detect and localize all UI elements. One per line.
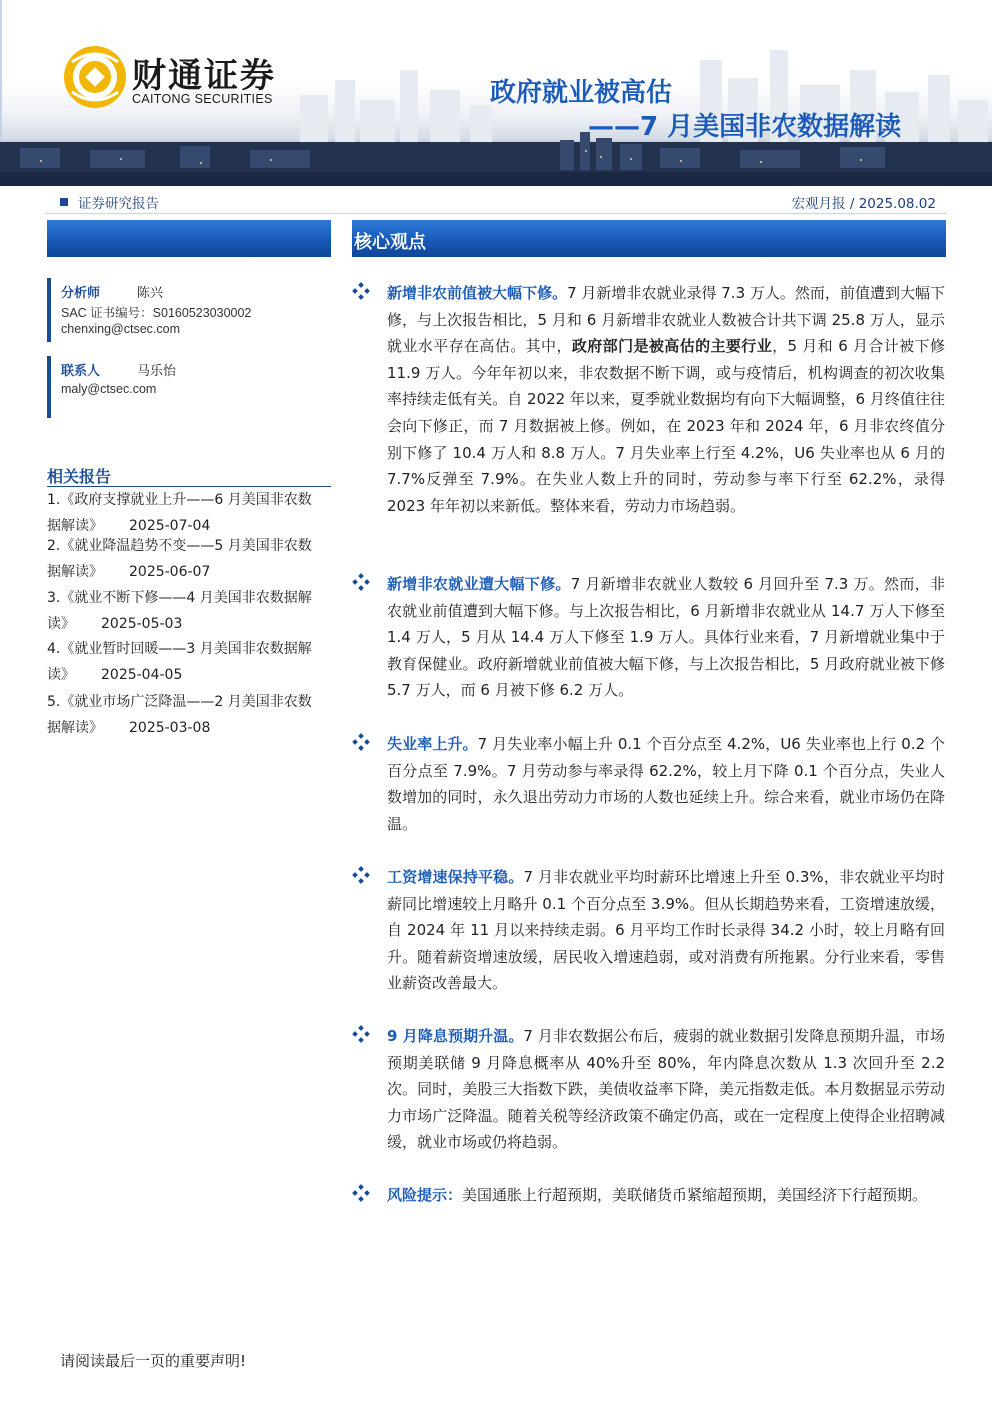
core-point-heading: 工资增速保持平稳。: [387, 868, 524, 886]
contact-card: [47, 356, 331, 418]
left-section-bar: [47, 220, 331, 257]
report-category-date: 宏观月报 / 2025.08.02: [791, 196, 936, 212]
related-report-date: 2025-03-08: [129, 720, 211, 736]
related-report-title: 5.《就业市场广泛降温——2 月美国非农数: [47, 694, 312, 710]
header-banner: [0, 0, 992, 186]
square-bullet-icon: [60, 198, 68, 206]
diamond-bullet-icon: [352, 866, 370, 884]
report-type-text: 证券研究报告: [78, 196, 159, 212]
related-report-date: 2025-05-03: [101, 616, 183, 632]
related-report-title-cont: 读》: [47, 667, 75, 683]
related-report-item[interactable]: [47, 636, 337, 688]
core-point-emphasis: 政府部门是被高估的主要行业: [571, 337, 773, 356]
related-report-title-cont: 据解读》: [47, 518, 103, 534]
risk-warning-heading: 风险提示：: [387, 1186, 463, 1204]
related-report-title: 4.《就业暂时回暖——3 月美国非农数据解: [47, 641, 312, 657]
related-report-title-cont: 读》: [47, 616, 75, 632]
contact-name: 马乐怡: [137, 364, 177, 379]
logo-chinese-name: 财通证券: [132, 56, 276, 96]
related-report-title-cont: 据解读》: [47, 720, 103, 736]
core-point-heading: 失业率上升。: [387, 735, 478, 753]
contact-label: 联系人: [61, 364, 101, 379]
related-reports-heading: 相关报告: [47, 467, 112, 486]
core-point-body-cont: ，5 月和 6 月合计被下修 11.9 万人。今年年初以来，非农数据不断下调，或与疫情后，机构调查的初次收集率持续走低有关。自 2022 年以来，夏季就业数据均有向下大幅调整，6 月终值往往会向下修正，而 7 月数据被上修。例如，在 2023 年和 2024 年，6 月非农终值分别下修了 10.4 万人和 8.8 万人。7 月失业率上行至 4.2%，U6 失业率也从 6 月的 7.7%反弹至 7.9%。在失业人数上升的同时，劳动参与率下行至 62.2%，录得 2023 年年初以来新低。整体来看，劳动力市场趋弱。: [387, 337, 945, 515]
diamond-bullet-icon: [352, 573, 370, 591]
analyst-accent-bar: [47, 278, 51, 342]
risk-warning-text: [387, 1182, 945, 1209]
related-report-date: 2025-06-07: [129, 564, 211, 580]
analyst-cert: SAC 证书编号：S0160523030002: [61, 306, 252, 320]
core-point-text: [387, 571, 945, 704]
core-view-heading: 核心观点: [354, 232, 426, 253]
contact-name-row: [61, 360, 176, 379]
report-title: 政府就业被高估: [490, 78, 673, 108]
report-type-label: [60, 192, 159, 212]
core-point-heading: 新增非农就业遭大幅下修。: [387, 575, 571, 593]
related-report-date: 2025-04-05: [101, 667, 183, 683]
company-logo: [62, 44, 302, 110]
core-point-heading: 9 月降息预期升温。: [387, 1027, 524, 1045]
left-accent-line: [0, 0, 2, 140]
analyst-card: [47, 278, 331, 342]
disclaimer-notice: 请阅读最后一页的重要声明!: [60, 1352, 247, 1370]
analyst-name-row: [61, 282, 163, 301]
core-point-body: 7 月非农就业平均时薪环比增速上升至 0.3%，非农就业平均时薪同比增速较上月略升 0.1 个百分点至 3.9%。但从长期趋势来看，工资增速放缓，自 2024 年 11 月以来持续走弱。6 月平均工作时长录得 34.2 小时，较上月略有回升。随着薪资增速放缓，居民收入增速趋弱，或对消费有所拖累。分行业来看，零售业薪资改善最大。: [387, 868, 945, 993]
core-point-heading: 新增非农前值被大幅下修。: [387, 284, 568, 302]
core-section-bar: [352, 220, 946, 257]
related-report-title-cont: 据解读》: [47, 564, 103, 580]
analyst-label: 分析师: [61, 286, 101, 301]
diamond-bullet-icon: [352, 282, 370, 300]
related-report-item[interactable]: [47, 689, 337, 741]
risk-warning-body: 美国通胀上行超预期，美联储货币紧缩超预期，美国经济下行超预期。: [462, 1186, 928, 1204]
coin-logo-icon: [62, 44, 128, 110]
analyst-name: 陈兴: [137, 286, 164, 301]
diamond-bullet-icon: [352, 733, 370, 751]
analyst-email[interactable]: chenxing@ctsec.com: [61, 322, 180, 336]
related-report-date: 2025-07-04: [129, 518, 211, 534]
core-point-body: 7 月新增非农就业人数较 6 月回升至 7.3 万。然而，非农就业前值遭到大幅下修。与上次报告相比，6 月新增非农就业从 14.7 万人下修至 1.4 万人，5 月从 14.4 万人下修至 1.9 万人。具体行业来看，7 月新增就业集中于教育保健业。政府新增就业前值被大幅下修，与上次报告相比，5 月政府就业被下修 5.7 万人，而 6 月被下修 6.2 万人。: [387, 575, 945, 700]
core-point-body: 7 月失业率小幅上升 0.1 个百分点至 4.2%，U6 失业率也上行 0.2 个百分点至 7.9%。7 月劳动参与率录得 62.2%，较上月下降 0.1 个百分点，失业人数增加的同时，永久退出劳动力市场的人数也延续上升。综合来看，就业市场仍在降温。: [387, 735, 945, 833]
core-point-text: [387, 1023, 945, 1156]
related-report-title: 2.《就业降温趋势不变——5 月美国非农数: [47, 538, 312, 554]
related-report-title: 1.《政府支撑就业上升——6 月美国非农数: [47, 492, 312, 508]
core-point-text: [387, 280, 945, 519]
related-report-title: 3.《就业不断下修——4 月美国非农数据解: [47, 590, 312, 606]
related-report-item[interactable]: [47, 585, 337, 637]
core-point-text: [387, 731, 945, 837]
report-subtitle: ——7 月美国非农数据解读: [588, 112, 902, 142]
related-report-item[interactable]: [47, 487, 337, 539]
contact-email[interactable]: maly@ctsec.com: [61, 382, 157, 396]
diamond-bullet-icon: [352, 1184, 370, 1202]
diamond-bullet-icon: [352, 1025, 370, 1043]
core-point-text: [387, 864, 945, 997]
core-point-body: 7 月新增非农就业录得 7.3 万人。然而，前值遭到大幅下修，与上次报告相比，5 月和 6 月新增非农就业人数被合计共下调 25.8 万人，显示就业水平存在高估。其中，: [387, 284, 945, 356]
core-point-body: 7 月非农数据公布后，疲弱的就业数据引发降息预期升温，市场预期美联储 9 月降息概率从 40%升至 80%，年内降息次数从 1.3 次回升至 2.2 次。同时，美股三大指数下跌，美债收益率下降，美元指数走低。本月数据显示劳动力市场广泛降温。随着关税等经济政策不确定仍高，或在一定程度上使得企业招聘减缓，就业市场或仍将趋弱。: [387, 1027, 945, 1152]
related-report-item[interactable]: [47, 533, 337, 585]
divider: [46, 213, 946, 214]
logo-english-name: CAITONG SECURITIES: [132, 92, 273, 106]
contact-accent-bar: [47, 356, 51, 418]
